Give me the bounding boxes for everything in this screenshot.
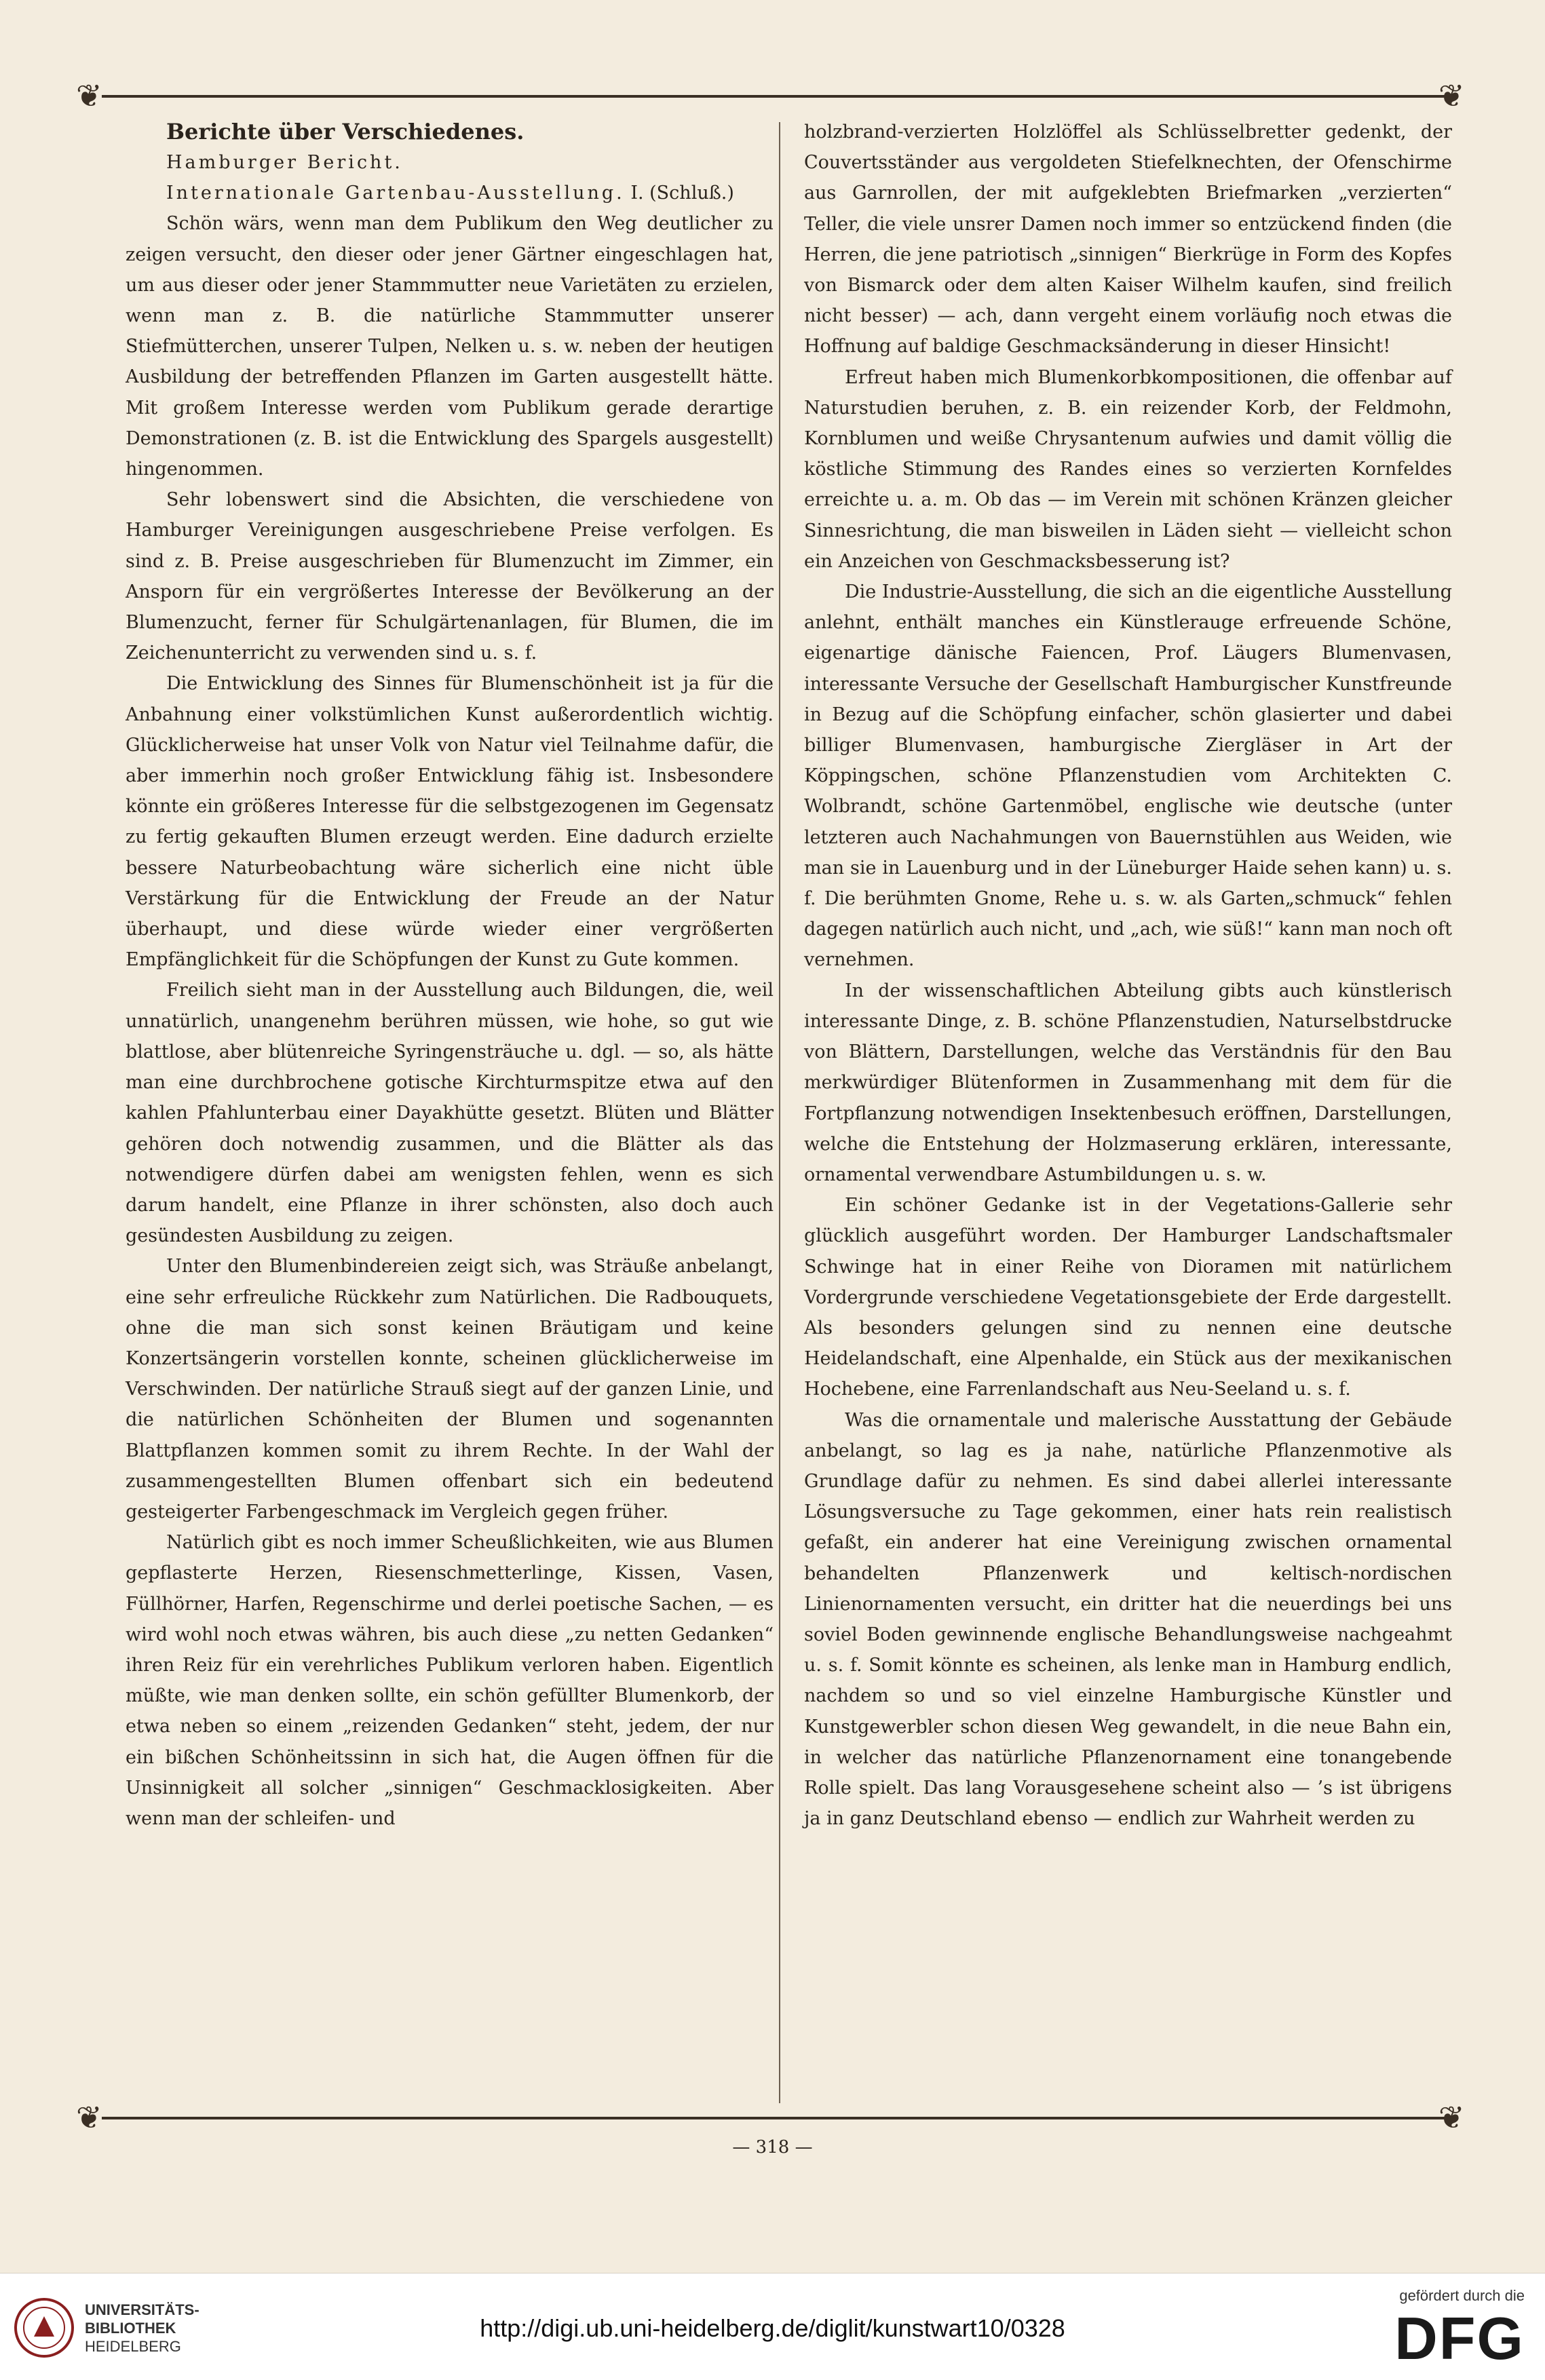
paragraph: Freilich sieht man in der Ausstellung auch Bildungen, die, weil unnatürlich, unangenehm berühren müssen, wie hohe, so gut wie blattlose, aber blütenreiche Syringensträuche u. dgl. — so, als hätte man eine durchbrochene gotische Kirchturmspitze etwa auf den kahlen Pfahlunterbau einer Dayakhütte gesetzt. Blüten und Blätter gehören doch notwendig zusammen, und die Blätter als das notwendigere dürfen dabei am wenigsten fehlen, wenn es sich darum handelt, eine Pflanze in ihrer schönsten, also doch auch gesündesten Ausbildung zu zeigen. <box>126 980 774 1247</box>
university-line: UNIVERSITÄTS- <box>85 2301 199 2318</box>
paragraph: Natürlich gibt es noch immer Scheußlichkeiten, wie aus Blumen gepflasterte Herzen, Riesenschmetterlinge, Kissen, Vasen, Füllhörner, Harfen, Regenschirme und derlei poetische Sachen, — es wird wohl noch etwas währen, bis auch diese „zu netten Gedanken“ ihren Reiz für ein verehrliches Publikum verloren haben. Eigentlich müßte, wie man denken sollte, ein schön gefüllter Blumenkorb, der etwa neben so einem „reizenden Gedanken“ steht, jedem, der nur ein bißchen Schönheitssinn in sich hat, die Augen öffnen für die Unsinnigkeit all solcher „sinnigen“ Geschmacklosigkeiten. Aber wenn man der schleifen- und <box>126 1532 774 1829</box>
right-column <box>804 117 1452 1834</box>
left-column <box>126 117 774 1834</box>
subheading-2-title: Internationale Gartenbau-Ausstellung. <box>166 183 625 204</box>
funding-note: gefördert durch die <box>1399 2287 1525 2304</box>
corner-ornament-icon: ❦ <box>1438 77 1465 114</box>
university-line: HEIDELBERG <box>85 2338 181 2355</box>
paragraph: Die Industrie-Ausstellung, die sich an die eigentliche Ausstellung anlehnt, enthält manches ein Künstlerauge erfreuende Schöne, eigenartige dänische Faiencen, Prof. Läugers Blumenvasen, interessante Versuche der Gesellschaft Hamburgischer Kunstfreunde in Bezug auf die Schöpfung einfacher, schön glasierter und dabei billiger Blumenvasen, hamburgische Ziergläser in Art der Köppingschen, schöne Pflanzenstudien vom Architekten C. Wolbrandt, schöne Gartenmöbel, englische wie deutsche (unter letzteren auch Nachahmungen von Bauernstühlen aus Weiden, wie man sie in Lauenburg und in der Lüneburger Haide sehen kann) u. s. f. Die berühmten Gnome, Rehe u. s. w. als Garten„schmuck“ fehlen dagegen natürlich auch nicht, und „ach, wie süß!“ kann man noch oft vernehmen. <box>804 581 1452 971</box>
dfg-logo: DFG <box>1394 2305 1525 2372</box>
corner-ornament-icon: ❦ <box>1438 2099 1465 2136</box>
corner-ornament-icon: ❦ <box>76 2099 102 2136</box>
page-number: — 318 — <box>732 2137 813 2157</box>
bottom-border-rule <box>102 2117 1455 2119</box>
paragraph: Unter den Blumenbindereien zeigt sich, was Sträuße anbelangt, eine sehr erfreuliche Rückkehr zum Natürlichen. Die Radbouquets, ohne die man sich sonst keinen Bräutigam und keine Konzertsängerin vorstellen konnte, scheinen glücklicherweise im Verschwinden. Der natürliche Strauß siegt auf der ganzen Linie, und die natürlichen Schönheiten der Blumen und sogenannten Blattpflanzen kommen somit zu ihrem Rechte. In der Wahl der zusammengestellten Blumen offenbart sich ein bedeutend gesteigerter Farbengeschmack im Vergleich gegen früher. <box>126 1256 774 1522</box>
paragraph-continued: holzbrand-verzierten Holzlöffel als Schlüsselbretter gedenkt, der Couvertsständer aus vergoldeten Stiefelknechten, der Ofenschirme aus Garnrollen, der mit aufgeklebten Briefmarken „verzierten“ Teller, die viele unsrer Damen noch immer so entzückend finden (die Herren, die jene patriotisch „sinnigen“ Bierkrüge in Form des Kopfes von Bismarck oder dem alten Kaiser Wilhelm kaufen, sind freilich nicht besser) — ach, dann vergeht einem vorläufig noch etwas die Hoffnung auf baldige Geschmacksänderung in dieser Hinsicht! <box>804 121 1452 358</box>
subheading-2-rest: I. (Schluß.) <box>624 183 734 204</box>
paragraph: Sehr lobenswert sind die Absichten, die verschiedene von Hamburger Vereinigungen ausgeschriebene Preise verfolgen. Es sind z. B. Preise ausgeschrieben für Blumenzucht im Zimmer, ein Ansporn für ein vergrößertes Interesse der Bevölkerung an der Blumenzucht, ferner für Schulgärtenanlagen, für Blumen, die im Zeichenunterricht zu verwenden sind u. s. f. <box>126 489 774 664</box>
column-divider <box>779 122 780 2103</box>
paragraph: Schön wärs, wenn man dem Publikum den Weg deutlicher zu zeigen versucht, den dieser oder jener Gärtner eingeschlagen hat, um aus dieser oder jener Stammmutter neue Varietäten zu erzielen, wenn man z. B. die natürliche Stammmutter unserer Stiefmütterchen, unserer Tulpen, Nelken u. s. w. neben der heutigen Ausbildung der betreffenden Pflanzen im Garten ausgestellt hätte. Mit großem Interesse werden vom Publikum gerade derartige Demonstrationen (z. B. ist die Entwicklung des Spargels ausgestellt) hingenommen. <box>126 213 774 480</box>
university-line: BIBLIOTHEK <box>85 2320 176 2337</box>
top-border-rule <box>102 95 1455 98</box>
paragraph: Ein schöner Gedanke ist in der Vegetations-Gallerie sehr glücklich ausgeführt worden. Der Hamburger Landschaftsmaler Schwinge hat in einer Reihe von Dioramen mit natürlichem Vordergrunde verschiedene Vegetationsgebiete der Erde dargestellt. Als besonders gelungen sind zu nennen eine deutsche Heidelandschaft, eine Alpenhalde, ein Stück aus der mexikanischen Hochebene, eine Farrenlandschaft aus Neu-Seeland u. s. f. <box>804 1195 1452 1400</box>
paragraph: In der wissenschaftlichen Abteilung gibts auch künstlerisch interessante Dinge, z. B. schöne Pflanzenstudien, Naturselbstdrucke von Blättern, Darstellungen, welche das Verständnis für den Bau merkwürdiger Blütenformen in Zusammenhang mit dem für die Fortpflanzung notwendigen Insektenbesuch eröffnen, Darstellungen, welche die Entstehung der Holzmaserung erklären, interessante, ornamental verwendbare Astumbildungen u. s. w. <box>804 980 1452 1185</box>
viewer-footer <box>0 2273 1545 2380</box>
article-subheading-2 <box>126 178 774 208</box>
article-subheading: Hamburger Bericht. <box>166 152 403 173</box>
paragraph: Was die ornamentale und malerische Ausstattung der Gebäude anbelangt, so lag es ja nahe, natürliche Pflanzenmotive als Grundlage dafür zu nehmen. Es sind dabei allerlei interessante Lösungsversuche zu Tage gekommen, einer hats rein realistisch gefaßt, ein anderer hat eine Vereinigung zwischen ornamental behandelten Pflanzenwerk und keltisch-nordischen Linienornamenten versucht, ein dritter hat die neuerdings bei uns soviel Boden gewinnende englische Behandlungsweise nachgeahmt u. s. f. Somit könnte es scheinen, als lenke man in Hamburg endlich, nachdem so und so viel einzelne Hamburgische Künstler und Kunstgewerbler schon diesen Weg gewandelt, in die neue Bahn ein, in welcher das natürliche Pflanzenornament eine tonangebende Rolle spielt. Das lang Vorausgesehene scheint also — ’s ist übrigens ja in ganz Deutschland ebenso — endlich zur Wahrheit werden zu <box>804 1409 1452 1830</box>
corner-ornament-icon: ❦ <box>76 77 102 114</box>
source-url-link[interactable]: http://digi.ub.uni-heidelberg.de/diglit/kunstwart10/0328 <box>480 2314 1065 2342</box>
article-heading: Berichte über Verschiedenes. <box>166 119 524 145</box>
paragraph: Die Entwicklung des Sinnes für Blumenschönheit ist ja für die Anbahnung einer volkstümlichen Kunst außerordentlich wichtig. Glücklicherweise hat unser Volk von Natur viel Teilnahme dafür, die aber immerhin noch großer Entwicklung fähig ist. Insbesondere könnte ein größeres Interesse für die selbstgezogenen im Gegensatz zu fertig gekauften Blumen erzeugt werden. Eine dadurch erzielte bessere Naturbeobachtung wäre sicherlich eine nicht üble Verstärkung für die Entwicklung der Freude an der Natur überhaupt, und diese würde wieder einer vergrößerten Empfänglichkeit für die Schöpfungen der Kunst zu Gute kommen. <box>126 673 774 971</box>
paragraph: Erfreut haben mich Blumenkorbkompositionen, die offenbar auf Naturstudien beruhen, z. B. ein reizender Korb, der Feldmohn, Kornblumen und weiße Chrysantenum aufwies und damit völlig die köstliche Stimmung des Randes eines so verzierten Kornfeldes erreichte u. a. m. Ob das — im Verein mit schönen Kränzen gleicher Sinnesrichtung, die man bisweilen in Läden sieht — vielleicht schon ein Anzeichen von Geschmacksbesserung ist? <box>804 366 1452 572</box>
